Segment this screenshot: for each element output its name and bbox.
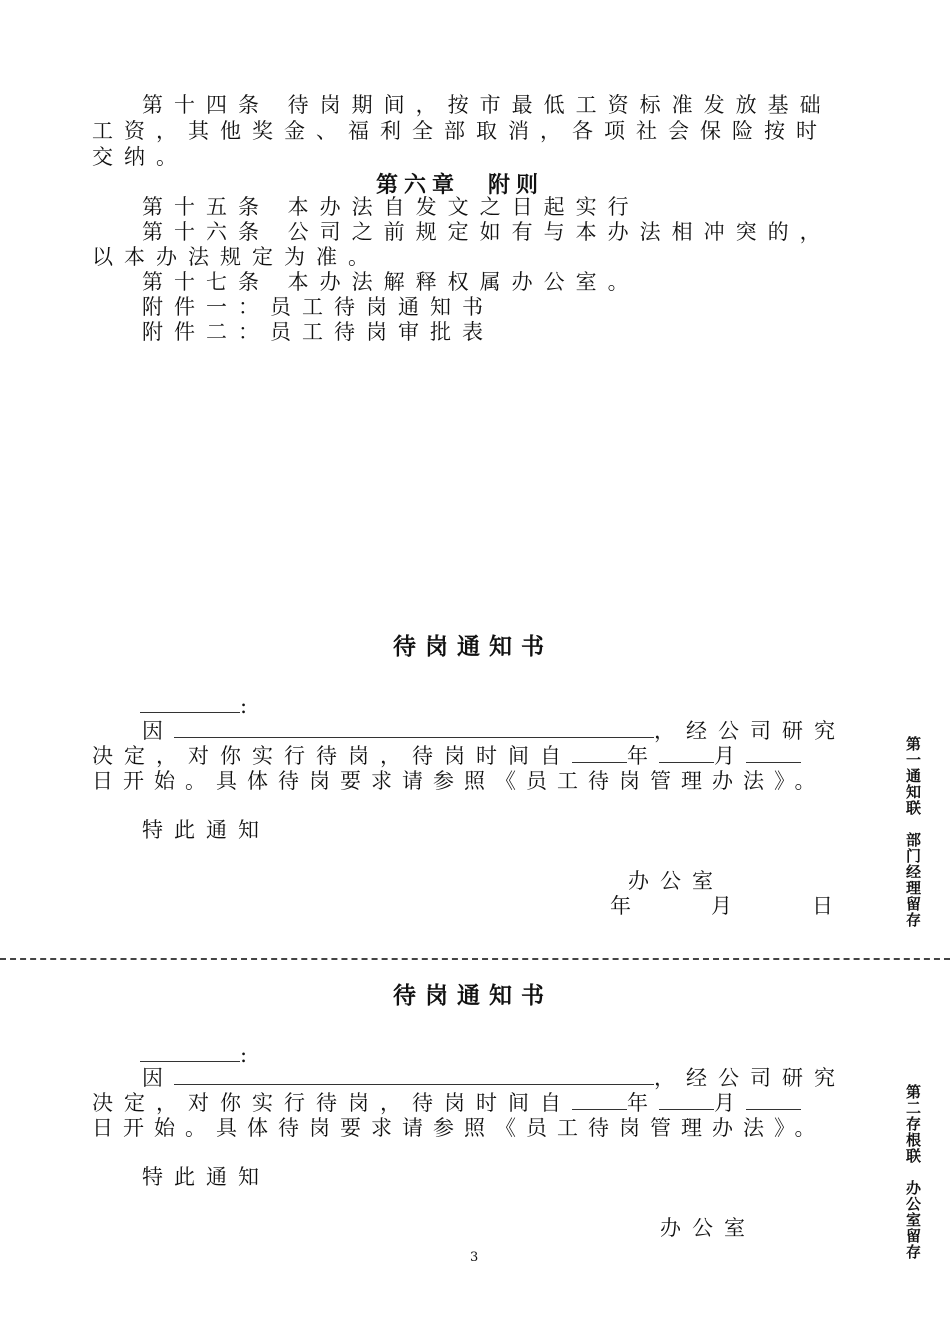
reason-blank[interactable] bbox=[174, 719, 654, 738]
notice-line-2-copy-2 bbox=[92, 1090, 801, 1116]
notice-line-1-copy-2 bbox=[142, 1065, 846, 1091]
month-blank[interactable] bbox=[659, 1091, 714, 1110]
day-blank[interactable] bbox=[746, 1091, 801, 1110]
recipient-colon: : bbox=[240, 694, 259, 718]
article-16-line-1: 第十六条 公司之前规定如有与本办法相冲突的， bbox=[142, 220, 832, 244]
notice-office-2: 办公室 bbox=[660, 1216, 756, 1240]
recipient-colon: : bbox=[240, 1043, 259, 1067]
notice-office-1: 办公室 bbox=[628, 869, 724, 893]
article-17: 第十七条 本办法解释权属办公室。 bbox=[142, 270, 640, 294]
date-year-label: 年 bbox=[610, 894, 631, 918]
after-reason-text: ，经公司研究 bbox=[654, 1066, 846, 1090]
year-label: 年 bbox=[627, 744, 659, 768]
notice-line-3-copy-2: 日开始。具体待岗要求请参照《员工待岗管理办法》。 bbox=[92, 1116, 826, 1140]
recipient-blank[interactable] bbox=[140, 1043, 240, 1062]
notice-special-2: 特此通知 bbox=[142, 1165, 270, 1189]
notice-line-3-copy-1: 日开始。具体待岗要求请参照《员工待岗管理办法》。 bbox=[92, 769, 826, 793]
article-15: 第十五条 本办法自发文之日起实行 bbox=[142, 195, 640, 219]
because-label: 因 bbox=[142, 719, 174, 743]
attachment-2: 附件二：员工待岗审批表 bbox=[142, 320, 494, 344]
after-reason-text: ，经公司研究 bbox=[654, 719, 846, 743]
stub-label-1: 第一通知联 部门经理留存 bbox=[904, 736, 922, 928]
because-label: 因 bbox=[142, 1066, 174, 1090]
date-day-label: 日 bbox=[812, 894, 833, 918]
stub-label-2: 第二存根联 办公室留存 bbox=[904, 1084, 922, 1260]
article-14-line-1: 第十四条 待岗期间，按市最低工资标准发放基础 bbox=[142, 93, 832, 117]
date-month-label: 月 bbox=[711, 894, 732, 918]
month-blank[interactable] bbox=[659, 744, 714, 763]
notice-title-2: 待岗通知书 bbox=[393, 983, 553, 1009]
dashed-cut-line bbox=[0, 958, 950, 960]
year-blank[interactable] bbox=[572, 744, 627, 763]
notice-recipient-1 bbox=[140, 693, 258, 719]
month-label: 月 bbox=[714, 1091, 746, 1115]
notice-title-1: 待岗通知书 bbox=[393, 634, 553, 660]
chapter-6-heading: 第六章 附则 bbox=[376, 173, 545, 198]
reason-blank[interactable] bbox=[174, 1066, 654, 1085]
notice-line-2-copy-1 bbox=[92, 743, 801, 769]
duration-text: 决定，对你实行待岗，待岗时间自 bbox=[92, 744, 572, 768]
article-14-line-2: 工资，其他奖金、福利全部取消，各项社会保险按时 bbox=[92, 119, 828, 143]
notice-date-1 bbox=[610, 893, 833, 919]
recipient-blank[interactable] bbox=[140, 694, 240, 713]
year-label: 年 bbox=[627, 1091, 659, 1115]
year-blank[interactable] bbox=[572, 1091, 627, 1110]
attachment-1: 附件一：员工待岗通知书 bbox=[142, 295, 494, 319]
article-16-line-2: 以本办法规定为准。 bbox=[92, 245, 380, 269]
notice-line-1-copy-1 bbox=[142, 718, 846, 744]
day-blank[interactable] bbox=[746, 744, 801, 763]
notice-special-1: 特此通知 bbox=[142, 818, 270, 842]
month-label: 月 bbox=[714, 744, 746, 768]
page-number: 3 bbox=[470, 1250, 479, 1265]
article-14-line-3: 交纳。 bbox=[92, 145, 188, 169]
duration-text: 决定，对你实行待岗，待岗时间自 bbox=[92, 1091, 572, 1115]
